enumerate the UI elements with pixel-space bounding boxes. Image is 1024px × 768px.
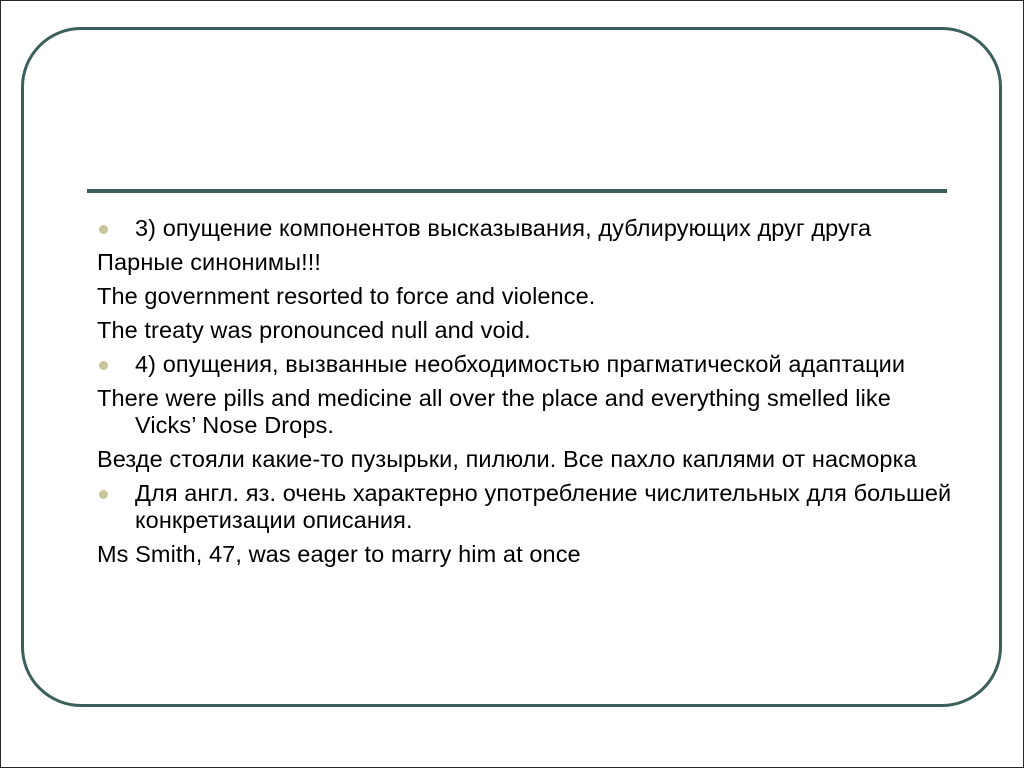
example-text: Ms Smith, 47, was eager to marry him at once <box>97 541 581 567</box>
example-text: There were pills and medicine all over the place and everything smelled like Vicks’ Nose Drops. <box>97 385 891 438</box>
bullet-dot-icon <box>99 490 108 499</box>
bullet-item <box>97 351 957 378</box>
example-text: The government resorted to force and violence. <box>97 283 596 309</box>
bullet-item <box>97 480 957 534</box>
body-line <box>97 446 957 473</box>
bullet-item <box>97 215 957 242</box>
slide-body <box>97 215 957 575</box>
example-text: The treaty was pronounced null and void. <box>97 317 531 343</box>
body-text: Парные синонимы!!! <box>97 249 321 275</box>
bullet-text: 3) опущение компонентов высказывания, дублирующих друг друга <box>135 215 872 241</box>
title-divider-line <box>87 189 947 193</box>
body-line <box>97 317 957 344</box>
body-line <box>97 249 957 276</box>
bullet-dot-icon <box>99 225 108 234</box>
bullet-text: 4) опущения, вызванные необходимостью прагматической адаптации <box>135 351 906 377</box>
body-line <box>97 385 957 439</box>
body-line <box>97 541 957 568</box>
body-line <box>97 283 957 310</box>
translation-text: Везде стояли какие-то пузырьки, пилюли. Все пахло каплями от насморка <box>97 446 917 472</box>
bullet-text: Для англ. яз. очень характерно употребление числительных для большей конкретизации описания. <box>135 480 952 533</box>
bullet-dot-icon <box>99 361 108 370</box>
